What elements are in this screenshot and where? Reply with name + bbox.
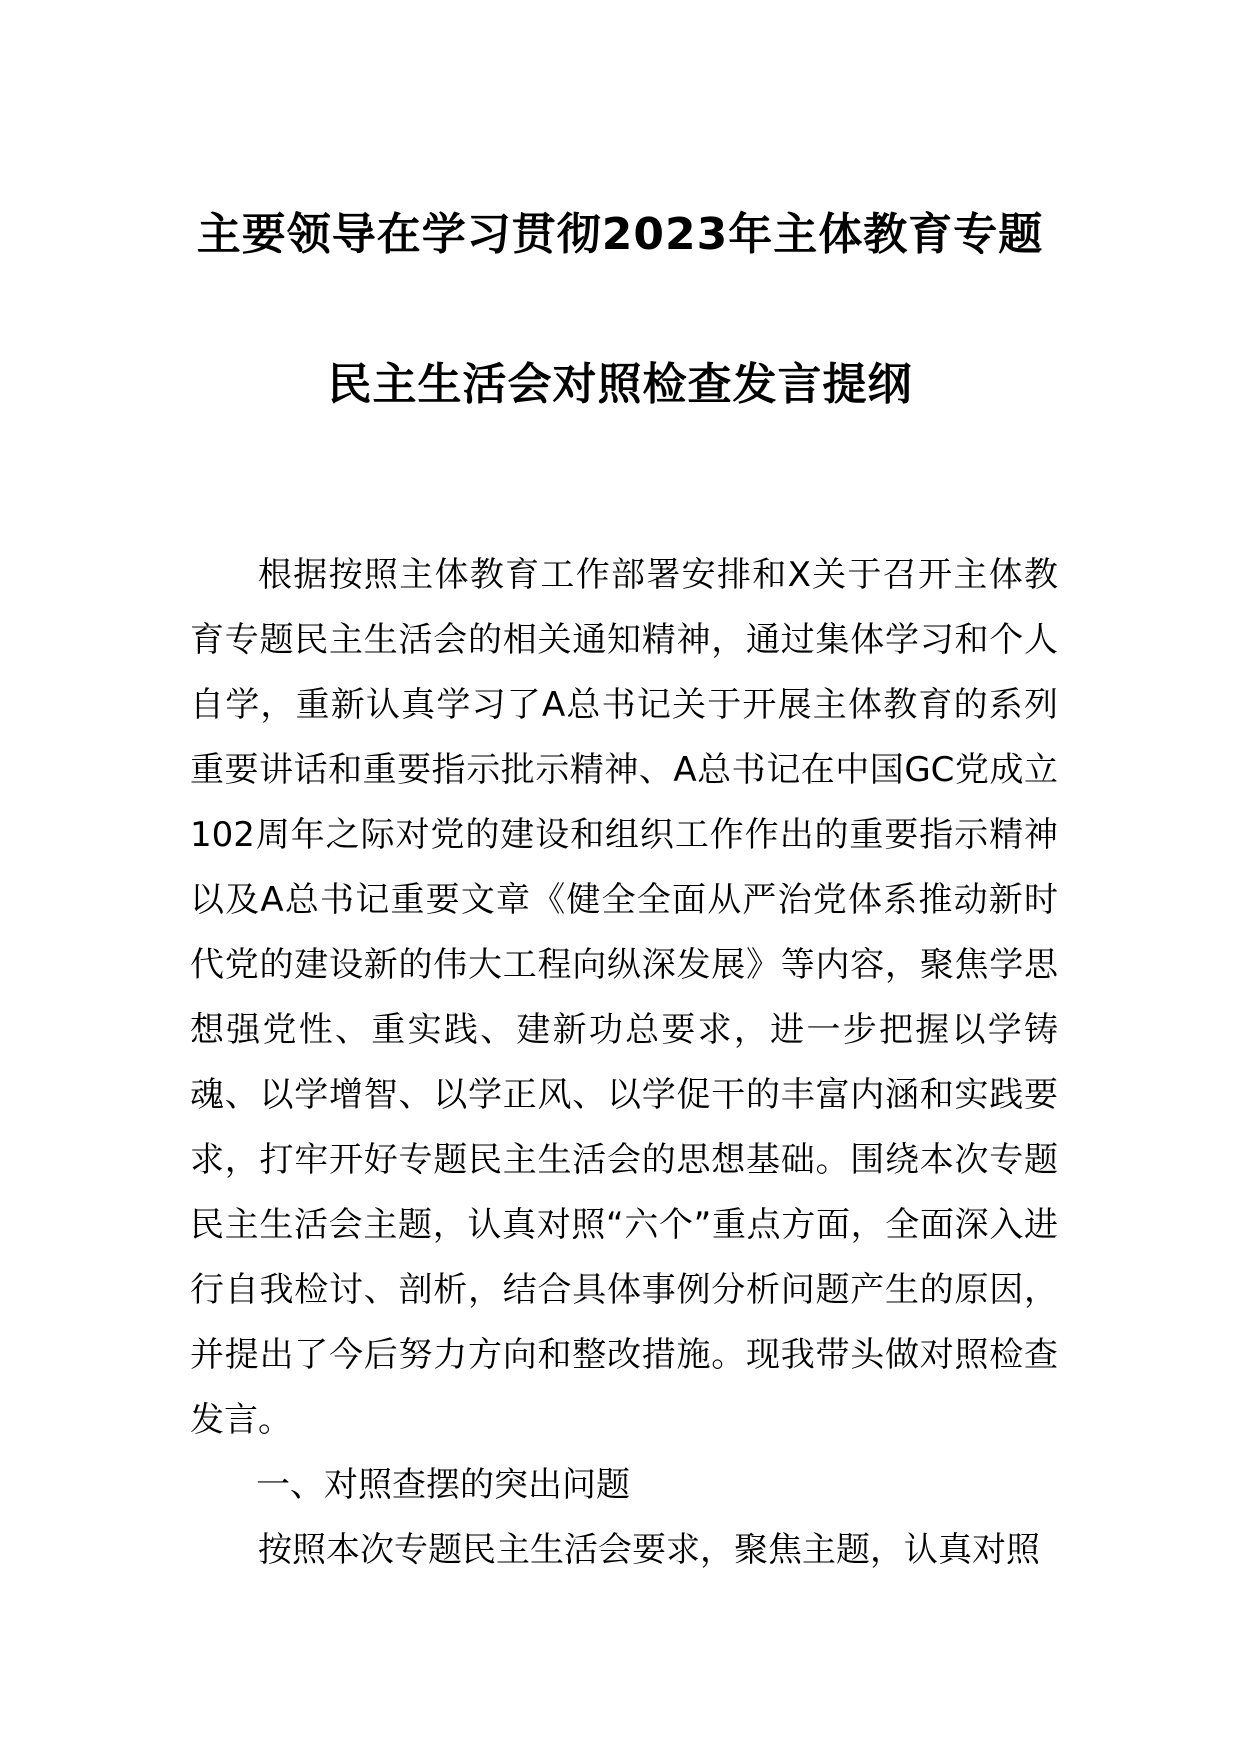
section-heading: 一、对照查摆的突出问题	[256, 1465, 630, 1505]
document-title-line-2: 民主生活会对照检查发言提纲	[327, 359, 913, 410]
intro-paragraph: 根据按照主体教育工作部署安排和X关于召开主体教育专题民主生活会的相关通知精神，通过集体学习和个人自学，重新认真学习了A总书记关于开展主体教育的系列重要讲话和重要指示批示精神、A总书记在中国GC党成立102周年之际对党的建设和组织工作作出的重要指示精神以及A总书记重要文章《健全全面从严治党体系推动新时代党的建设新的伟大工程向纵深发展》等内容，聚焦学思想强党性、重实践、建新功总要求，进一步把握以学铸魂、以学增智、以学正风、以学促干的丰富内涵和实践要求，打牢开好专题民主生活会的思想基础。围绕本次专题民主生活会主题，认真对照“六个”重点方面，全面深入进行自我检讨、剖析，结合具体事例分析问题产生的原因，并提出了今后努力方向和整改措施。现我带头做对照检查发言。	[190, 555, 1058, 1440]
document-body	[190, 543, 1058, 1583]
document-title-line-1: 主要领导在学习贯彻2023年主体教育专题	[196, 209, 1044, 260]
section-paragraph: 按照本次专题民主生活会要求，聚焦主题，认真对照	[258, 1530, 1040, 1570]
